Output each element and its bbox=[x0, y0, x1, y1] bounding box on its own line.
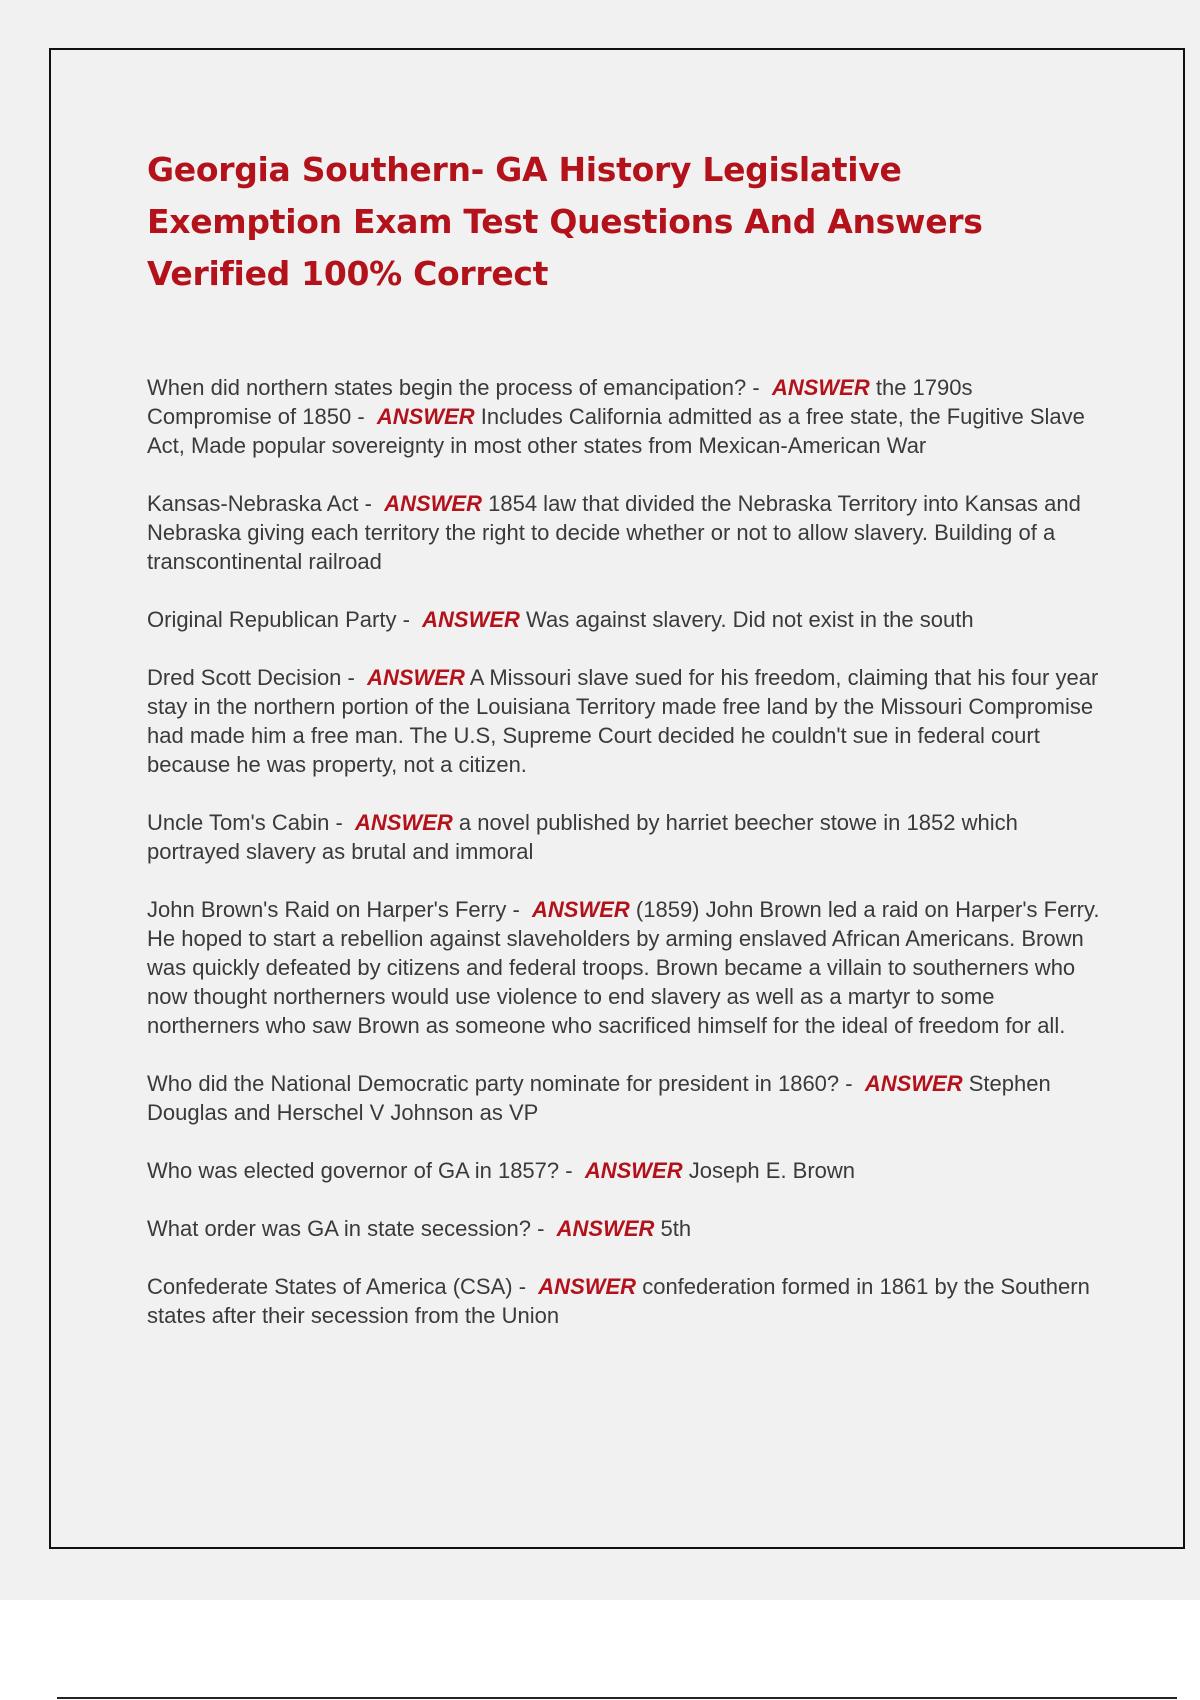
qa-item bbox=[147, 1069, 1107, 1127]
answer-text: Was against slavery. Did not exist in the south bbox=[526, 607, 974, 632]
separator: - bbox=[351, 404, 377, 429]
answer-label: ANSWER bbox=[355, 810, 453, 835]
answer-label: ANSWER bbox=[771, 375, 870, 400]
answer-text: confederation formed in 1861 by the Southern states after their secession from the Union bbox=[147, 1274, 1090, 1328]
answer-text: a novel published by harriet beecher stowe in 1852 which portrayed slavery as brutal and immoral bbox=[147, 810, 1018, 864]
answer-text: A Missouri slave sued for his freedom, claiming that his four year stay in the northern portion of the Louisiana Territory made free land by the Missouri Compromise had made him a free man. The U.S, Supreme Court decided he couldn't sue in federal court because he was property, not a citizen. bbox=[147, 665, 1099, 777]
question-text: When did northern states begin the process of emancipation? bbox=[147, 375, 747, 400]
separator: - bbox=[512, 1274, 539, 1299]
separator: - bbox=[358, 491, 385, 516]
answer-text: Includes California admitted as a free state, the Fugitive Slave Act, Made popular sovereignty in most other states from Mexican-American War bbox=[147, 404, 1085, 458]
answer-label: ANSWER bbox=[864, 1071, 963, 1096]
answer-text: (1859) John Brown led a raid on Harper's Ferry. He hoped to start a rebellion against slaveholders by arming enslaved African Americans. Brown was quickly defeated by citizens and federal troops. Brown became a villain to southerners who now thought northerners would use violence to end slavery as well as a martyr to some northerners who saw Brown as someone who sacrificed himself for the ideal of freedom for all. bbox=[147, 897, 1100, 1038]
qa-item bbox=[147, 373, 1107, 402]
qa-item bbox=[147, 1156, 1107, 1185]
qa-item bbox=[147, 808, 1107, 866]
answer-label: ANSWER bbox=[538, 1274, 637, 1299]
separator: - bbox=[530, 1216, 557, 1241]
separator: - bbox=[506, 897, 532, 922]
separator: - bbox=[839, 1071, 865, 1096]
answer-label: ANSWER bbox=[384, 491, 482, 516]
question-text: Compromise of 1850 bbox=[147, 404, 352, 429]
answer-label: ANSWER bbox=[584, 1158, 683, 1183]
question-text: Confederate States of America (CSA) bbox=[147, 1274, 513, 1299]
document-page bbox=[49, 48, 1185, 1549]
qa-item bbox=[147, 402, 1107, 460]
answer-text: the 1790s bbox=[875, 375, 973, 400]
qa-item bbox=[147, 895, 1107, 1040]
qa-item bbox=[147, 605, 1107, 634]
answer-label: ANSWER bbox=[532, 897, 630, 922]
answer-text: Stephen Douglas and Herschel V Johnson as VP bbox=[147, 1071, 1051, 1125]
question-text: Kansas-Nebraska Act bbox=[147, 491, 359, 516]
question-text: Original Republican Party bbox=[147, 607, 397, 632]
answer-label: ANSWER bbox=[367, 665, 465, 690]
separator: - bbox=[341, 665, 368, 690]
qa-item bbox=[147, 1272, 1107, 1330]
separator: - bbox=[329, 810, 355, 835]
question-text: Who did the National Democratic party nominate for president in 1860? bbox=[147, 1071, 840, 1096]
qa-list bbox=[147, 373, 1107, 1330]
answer-label: ANSWER bbox=[376, 404, 475, 429]
answer-label: ANSWER bbox=[556, 1216, 655, 1241]
document-title: Georgia Southern- GA History Legislative Exemption Exam Test Questions And Answers Verified 100% Correct bbox=[147, 150, 983, 293]
qa-item bbox=[147, 1214, 1107, 1243]
question-text: Uncle Tom's Cabin bbox=[147, 810, 330, 835]
question-text: What order was GA in state secession? bbox=[147, 1216, 531, 1241]
separator: - bbox=[746, 375, 772, 400]
answer-text: 1854 law that divided the Nebraska Territory into Kansas and Nebraska giving each territory the right to decide whether or not to allow slavery. Building of a transcontinental railroad bbox=[147, 491, 1081, 574]
question-text: Dred Scott Decision bbox=[147, 665, 342, 690]
question-text: Who was elected governor of GA in 1857? bbox=[147, 1158, 560, 1183]
footer-divider bbox=[57, 1697, 1177, 1699]
qa-item bbox=[147, 489, 1107, 576]
answer-text: 5th bbox=[660, 1216, 692, 1241]
separator: - bbox=[396, 607, 423, 632]
answer-text: Joseph E. Brown bbox=[688, 1158, 856, 1183]
answer-label: ANSWER bbox=[422, 607, 520, 632]
qa-item bbox=[147, 663, 1107, 779]
question-text: John Brown's Raid on Harper's Ferry bbox=[147, 897, 507, 922]
separator: - bbox=[559, 1158, 585, 1183]
